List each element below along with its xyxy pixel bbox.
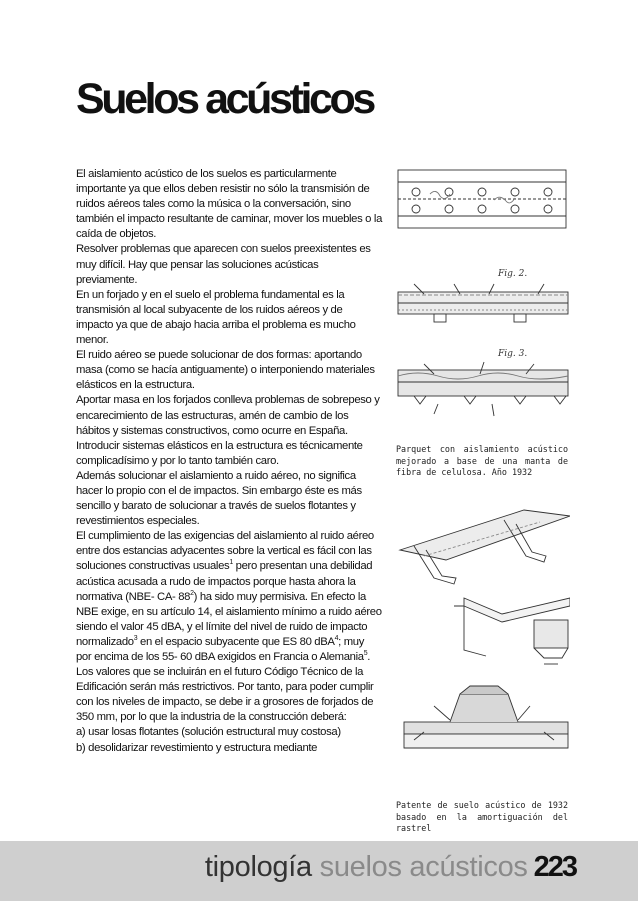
footnote-ref: 3 xyxy=(133,635,138,643)
figure-label: Fig. 2. xyxy=(498,269,528,279)
footnote-ref: 2 xyxy=(190,589,194,597)
paragraph: En un forjado y en el suelo el problema fundamental es la transmisión al local subyacente de los ruidos aéreos y de impacto ya que de abajo hacia arriba el problema es mucho menor. xyxy=(76,288,356,347)
acoustic-floor-patent-drawing xyxy=(394,480,570,798)
text-segment: . Los valores que se incluirán en el futuro Código Técnico de la Edificación serán más restrictivos. Por tanto, para poder cumplir con los niveles de impacto, se debe ir a grosores de forjados de 350 mm, por lo que la industria de la construcción deberá: xyxy=(76,651,374,724)
text-segment: pero presentan una debilidad acústica acusada a rudo de impactos porque hasta ahora la normativa (NBE- CA- 88 xyxy=(76,560,373,603)
paragraph: Aportar masa en los forjados conlleva problemas de sobrepeso y encarecimiento de las estructuras, amén de cambio de los hábitos y sistemas constructivos, como ocurre en España. Introducir sistemas elásticos en la estructura es técnicamente complicadísimo y por lo tanto también caro. xyxy=(76,394,380,467)
figure-label: Fig. 3. xyxy=(498,349,528,359)
body-text xyxy=(76,167,382,756)
text-segment: ; muy por encima de los 55- 60 dBA exigidos en Francia o Alemania xyxy=(76,635,365,663)
page-footer xyxy=(0,841,638,901)
paragraph: El aislamiento acústico de los suelos es particularmente importante ya que ellos deben resistir no sólo la transmisión de ruidos aéreos tales como la música o la conversación, sino también el impacto resultante de caminar, mover los muebles o la caída de objetos. xyxy=(76,168,382,241)
parquet-patent-drawing xyxy=(394,164,570,436)
footer-topic: suelos acústicos xyxy=(319,851,528,883)
figure-caption: Patente de suelo acústico de 1932 basado en la amortiguación del rastrel xyxy=(396,800,568,834)
text-segment: ) ha sido muy permisiva. En efecto la NBE exige, en su artículo 14, el aislamiento mínimo a ruido aéreo siendo el valor 45 dBA, y el límite del nivel de ruido de impacto normalizado xyxy=(76,590,382,648)
text-segment: El cumplimiento de las exigencias del aislamiento al ruido aéreo entre dos estancias adyacentes sobre la vertical es fácil con las soluciones constructivas usuales xyxy=(76,530,374,573)
text-segment: en el espacio subyacente que ES 80 dBA xyxy=(137,635,335,648)
footer-section: tipología xyxy=(204,851,312,883)
paragraph: Resolver problemas que aparecen con suelos preexistentes es muy difícil. Hay que pensar las soluciones acústicas previamente. xyxy=(76,243,371,286)
paragraph-with-footnotes xyxy=(76,529,382,725)
page-number: 223 xyxy=(533,851,576,883)
footnote-ref: 1 xyxy=(229,559,233,567)
footnote-ref: 4 xyxy=(334,635,339,643)
paragraph: El ruido aéreo se puede solucionar de dos formas: aportando masa (como se hacía antiguamente) o interponiendo materiales elásticos en la estructura. xyxy=(76,349,375,392)
figure-caption: Parquet con aislamiento acústico mejorado a base de una manta de fibra de celulosa. Año 1932 xyxy=(396,444,568,478)
footer-title xyxy=(205,847,576,887)
list-item: a) usar losas flotantes (solución estructural muy costosa) xyxy=(76,726,341,739)
footnote-ref: 5 xyxy=(363,650,368,658)
list-item: b) desolidarizar revestimiento y estructura mediante xyxy=(76,741,318,754)
page-title: Suelos acústicos xyxy=(76,75,373,123)
paragraph: Además solucionar el aislamiento a ruido aéreo, no significa hacer lo propio con el de impactos. Sin embargo éste es más sencillo y barato de solucionar a través de suelos flotantes y revestimientos especiales. xyxy=(76,469,362,528)
